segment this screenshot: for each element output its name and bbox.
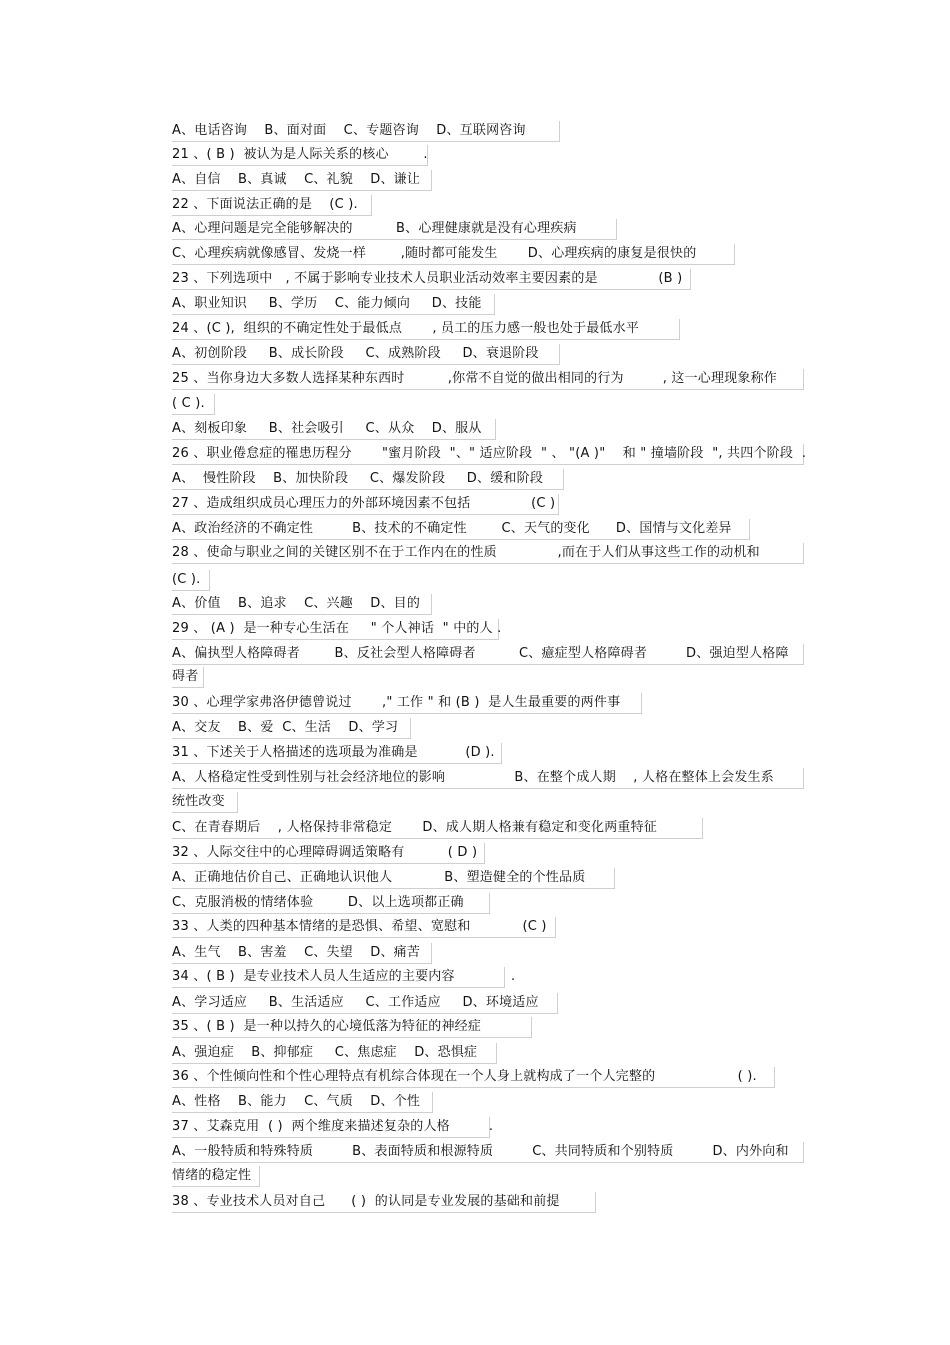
text-line: 24 、(C ), 组织的不确定性处于最低点 , 员工的压力感一般也处于最低水平 [172,319,680,340]
text-line: 37 、艾森克用 ( ) 两个维度来描述复杂的人格 . [172,1117,490,1138]
text-line: A、学习适应 B、生活适应 C、工作适应 D、环境适应 [172,993,558,1014]
text-line: A、价值 B、追求 C、兴趣 D、目的 [172,594,432,615]
text-line: 情绪的稳定性 [172,1166,260,1187]
text-line: 碍者 [172,667,204,688]
text-line: A、自信 B、真诚 C、礼貌 D、谦让 [172,170,432,191]
text-line: A、电话咨询 B、面对面 C、专题咨询 D、互联网咨询 [172,121,560,142]
text-line: 统性改变 [172,792,238,813]
text-line: 26 、职业倦怠症的罹患历程分 "蜜月阶段 "、" 适应阶段 " 、 "(A )" 和 " 撞墙阶段 ", 共四个阶段 . [172,444,804,465]
text-line: A、偏执型人格障碍者 B、反社会型人格障碍者 C、癔症型人格障碍者 D、强迫型人格障 [172,644,804,665]
text-line: 27 、造成组织成员心理压力的外部环境因素不包括 (C ) [172,494,559,515]
text-line: 29 、 (A ) 是一种专心生活在 " 个人神话 " 中的人 . [172,619,499,640]
text-line: A、性格 B、能力 C、气质 D、个性 [172,1092,433,1113]
text-line: A、正确地估价自己、正确地认识他人 B、塑造健全的个性品质 [172,868,615,889]
text-line: A、交友 B、爱 C、生活 D、学习 [172,718,411,739]
text-line: C、心理疾病就像感冒、发烧一样 ,随时都可能发生 D、心理疾病的康复是很快的 [172,244,735,265]
text-line: 28 、使命与职业之间的关键区别不在于工作内在的性质 ,而在于人们从事这些工作的动机和 [172,543,804,564]
text-line: A、人格稳定性受到性别与社会经济地位的影响 B、在整个成人期 , 人格在整体上会发生系 [172,768,804,789]
text-line: A、政治经济的不确定性 B、技术的不确定性 C、天气的变化 D、国情与文化差异 [172,519,750,540]
text-line: 38 、专业技术人员对自己 ( ) 的认同是专业发展的基础和前提 [172,1192,596,1213]
text-line: 36 、个性倾向性和个性心理特点有机综合体现在一个人身上就构成了一个人完整的 ( ). [172,1067,775,1088]
text-line: (C ). [172,570,210,591]
text-line: C、在青春期后 , 人格保持非常稳定 D、成人期人格兼有稳定和变化两重特征 [172,818,703,839]
text-line: 22 、下面说法正确的是 (C ). [172,195,372,216]
text-line: 21 、( B ) 被认为是人际关系的核心 . [172,145,428,166]
text-line: 35 、( B ) 是一种以持久的心境低落为特征的神经症 [172,1017,532,1038]
text-line: 33 、人类的四种基本情绪的是恐惧、希望、宽慰和 (C ) [172,917,556,938]
text-line: C、克服消极的情绪体验 D、以上选项都正确 [172,893,490,914]
text-line: A、初创阶段 B、成长阶段 C、成熟阶段 D、衰退阶段 [172,344,560,365]
text-line: A、心理问题是完全能够解决的 B、心理健康就是没有心理疾病 [172,219,617,240]
text-line: A、生气 B、害羞 C、失望 D、痛苦 [172,943,432,964]
text-line: 32 、人际交往中的心理障碍调适策略有 ( D ) [172,843,485,864]
text-line: A、职业知识 B、学历 C、能力倾向 D、技能 [172,294,495,315]
text-line: A、刻板印象 B、社会吸引 C、从众 D、服从 [172,419,496,440]
text-line: A、 慢性阶段 B、加快阶段 C、爆发阶段 D、缓和阶段 [172,469,564,490]
text-line: 25 、当你身边大多数人选择某种东西时 ,你常不自觉的做出相同的行为 , 这一心理现象称作 [172,369,804,390]
text-line: 30 、心理学家弗洛伊德曾说过 ," 工作 " 和 (B ) 是人生最重要的两件事 [172,693,642,714]
text-line: 23 、下列选项中 , 不属于影响专业技术人员职业活动效率主要因素的是 (B ) [172,269,691,290]
text-line: ( C ). [172,394,215,415]
text-line: A、一般特质和特殊特质 B、表面特质和根源特质 C、共同特质和个别特质 D、内外向和 [172,1142,804,1163]
text-line: A、强迫症 B、抑郁症 C、焦虑症 D、恐惧症 [172,1043,497,1064]
text-line: 34 、( B ) 是专业技术人员人生适应的主要内容 . [172,967,505,988]
text-line: 31 、下述关于人格描述的选项最为准确是 (D ). [172,743,502,764]
